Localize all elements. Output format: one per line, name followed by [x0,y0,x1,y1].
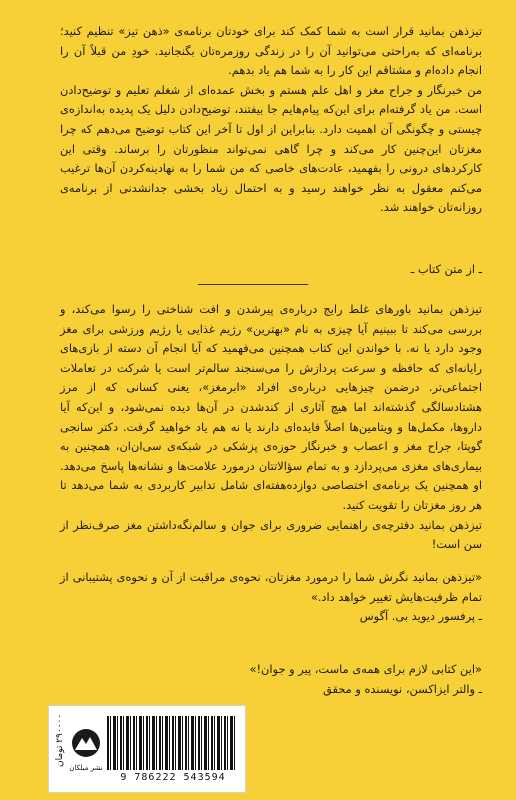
source-credit: ـ از متن کتاب ـ [410,262,482,276]
description-paragraph-1: تیزذهن بمانید باورهای غلط رایج درباره‌ی پیرشدن و افت شناختی را رسوا می‌کند، و بررسی می‌کند تا ببینیم آیا چیزی به نام «بهترین» رژیم غذایی یا رژیم ورزشی برای مغز وجود دارد یا نه. با خواندن این کتاب همچنین می‌فهمید که آیا انجام آن دسته از بازی‌های رایانه‌ای که حافظه و سرعت پردازش را می‌سنجند سالم‌تر است یا شرکت در تعاملات اجتماعی‌تر. درضمن چیزهایی درباره‌ی افراد «ابرمغز»، یعنی کسانی که از مرز هشتادسالگی گذشته‌اند اما هیچ آثاری از کندشدن در آن‌ها دیده نمی‌شود، و این‌که آیا داروها، مکمل‌ها و ویتامین‌ها اصلاً فایده‌ای دارند یا نه هم یاد خواهید گرفت. دکتر سانجی گوپتا، جراح مغز و اعصاب و خبرنگار حوزه‌ی پزشکی در شبکه‌ی سی‌ان‌ان، همچنین به بیماری‌های مغزی می‌پردازد و به تمام سؤالاتتان درمورد علامت‌ها و نشانه‌ها پاسخ می‌دهد. او همچنین یک برنامه‌ی اختصاصی دوازده‌هفته‌ای شامل تدابیر کاربردی به شما می‌دهد تا هر روز مغزتان را تقویت کنید. [60,302,482,512]
intro-paragraph-2: من خبرنگار و جراح مغز و اهل علم هستم و بخش عمده‌ای از شغلم تعلیم و توضیح‌دادن است. من یاد گرفته‌ام برای این‌که پیام‌هایم جا بیفتند، توضیح‌دادن دلیل یک پدیده به‌اندازه‌ی چیستی و چگونگی آن اهمیت دارد. بنابراین از اول تا آخر این کتاب توضیح می‌دهم که چرا مغزتان این‌چنین کار می‌کند و چرا گاهی نمی‌تواند منظورتان را برساند. وقتی این کارکردهای درونی را بفهمید، عادت‌های خاصی که من شما را به نهادینه‌کردن آن‌ها ترغیب می‌کنم معقول به نظر خواهند رسید و به احتمال زیاد بخشی جدانشدنی از برنامه‌ی روزانه‌تان خواهند شد. [60,82,482,215]
endorsement-2 [60,660,482,699]
description-paragraph-2: تیزذهن بمانید دفترچه‌ی راهنمایی ضروری برای جوان و سالم‌نگه‌داشتن مغز صرف‌نظر از سن است! [60,517,482,552]
price-label: ۲۹۰۰۰۰ تومان [55,714,65,768]
section-divider [198,284,308,285]
endorsement-2-quote: «این کتابی لازم برای همه‌ی ماست، پیر و جوان!» [249,662,482,676]
endorsement-1-quote: «تیزذهن بمانید نگرش شما را درمورد مغزتان، نحوه‌ی مراقبت از آن و نحوه‌ی پشتیبانی از تمام ظرفیت‌هایش تغییر خواهد داد.» [60,570,482,604]
publisher-name: نشر میلکان [69,764,103,772]
endorsement-2-author: ـ والتر ایزاکسن، نویسنده و محقق [322,681,482,696]
description-text-block [60,300,482,555]
barcode-panel [48,705,246,793]
intro-paragraph-1: تیزذهن بمانید قرار است به شما کمک کند برای خودتان برنامه‌ی «ذهن تیز» تنظیم کنید؛ برنامه‌ای که به‌راحتی می‌توانید آن را در زندگی روزمره‌تان بگنجانید. خودِ من قبلاً آن را انجام داده‌ام و مشتاقم این کار را به شما هم یاد بدهم. [60,24,482,78]
endorsement-1 [60,568,482,627]
publisher-logo-icon [71,728,101,758]
endorsement-1-author: ـ پرفسور دیوید بی. آگوس [359,609,482,624]
barcode-icon [107,716,237,770]
isbn-number: 9 786222 543594 [120,772,226,783]
intro-text-block [60,22,482,218]
